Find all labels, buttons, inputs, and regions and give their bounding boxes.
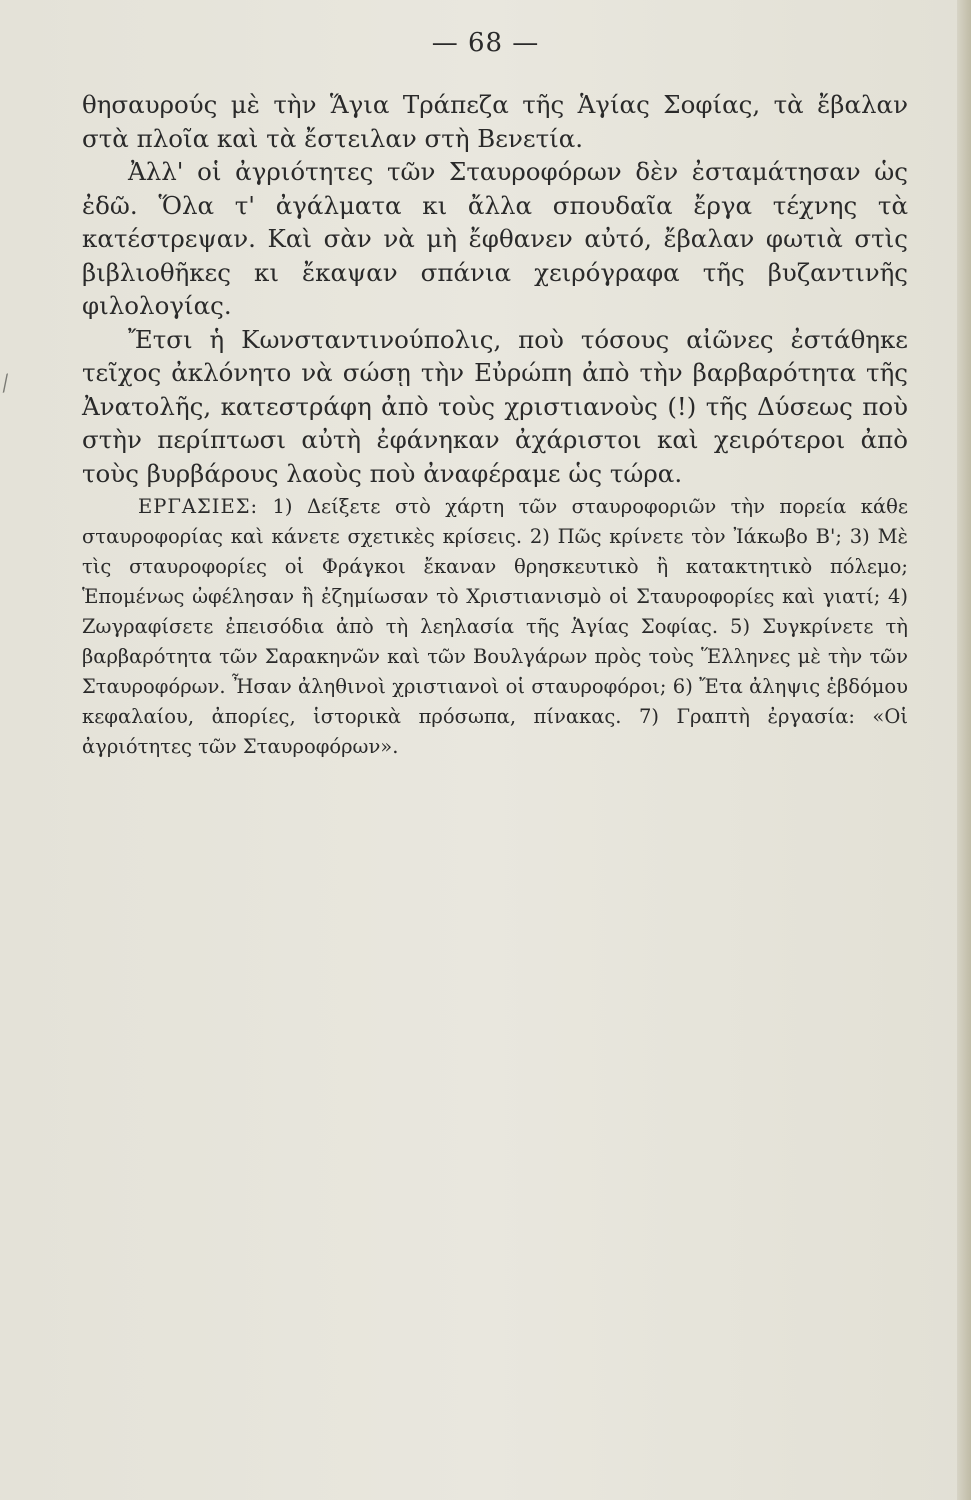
exercises-text: 1) Δείξετε στὸ χάρτη τῶν σταυροφοριῶν τὴν πορεία κάθε σταυροφορίας καὶ κάνετε σχετικὲς κρίσεις. 2) Πῶς κρίνετε τὸν Ἰάκωβο Β'; 3) Μὲ τὶς σταυροφορίες οἱ Φράγκοι ἔκαναν θρησκευτικὸ ἢ κατακτητικὸ πόλεμο; Ἑπομένως ὠφέλησαν ἢ ἐζημίωσαν τὸ Χριστιανισμὸ οἱ Σταυροφορίες καὶ γιατί; 4) Ζωγραφίσετε ἐπεισόδια ἀπὸ τὴ λεηλασία τῆς Ἁγίας Σοφίας. 5) Συγκρίνετε τὴ βαρβαρότητα τῶν Σαρακηνῶν καὶ τῶν Βουλγάρων πρὸς τοὺς Ἕλληνες μὲ τὴν τῶν Σταυροφόρων. Ἦσαν ἀληθινοὶ χριστιανοὶ οἱ σταυροφόροι; 6) Ἔτα ἀληψις ἑβδόμου κεφαλαίου, ἀπορίες, ἱστορικὰ πρόσωπα, πίνακας. 7) Γραπτὴ ἐργασία: «Οἱ ἀγριότητες τῶν Σταυροφόρων».: [82, 495, 908, 758]
margin-pencil-mark: ⁄: [0, 372, 12, 397]
paragraph-continuation: θησαυρούς μὲ τὴν Ἅγια Τράπεζα τῆς Ἁγίας Σοφίας, τὰ ἔβαλαν στὰ πλοῖα καὶ τὰ ἔστειλαν στὴ Βενετία.: [82, 90, 908, 153]
body-text: [82, 88, 908, 490]
paragraph-atrocities: Ἀλλ' οἱ ἀγριότητες τῶν Σταυροφόρων δὲν ἐσταμάτησαν ὡς ἐδῶ. Ὅλα τ' ἀγάλματα κι ἄλλα σπουδαῖα ἔργα τέχνης τὰ κατέστρεψαν. Καὶ σὰν νὰ μὴ ἔφθανεν αὐτό, ἔβαλαν φωτιὰ στὶς βιβλιοθῆκες κι ἔκαψαν σπάνια χειρόγραφα τῆς βυζαντινῆς φιλολογίας.: [82, 157, 908, 320]
paragraph-constantinople: Ἔτσι ἡ Κωνσταντινούπολις, ποὺ τόσους αἰῶνες ἐστάθηκε τεῖχος ἀκλόνητο νὰ σώσῃ τὴν Εὐρώπη ἀπὸ τὴν βαρβαρότητα τῆς Ἀνατολῆς, κατεστράφη ἀπὸ τοὺς χριστιανοὺς (!) τῆς Δύσεως ποὺ στὴν περίπτωσι αὐτὴ ἐφάνηκαν ἀχάριστοι καὶ χειρότεροι ἀπὸ τοὺς βυρβάρους λαοὺς ποὺ ἀναφέραμε ὡς τώρα.: [82, 324, 908, 488]
page-number: — 68 —: [431, 28, 540, 58]
exercises-block: [82, 492, 908, 762]
page-edge: [957, 0, 971, 1500]
exercises-label: ΕΡΓΑΣΙΕΣ:: [138, 495, 259, 518]
